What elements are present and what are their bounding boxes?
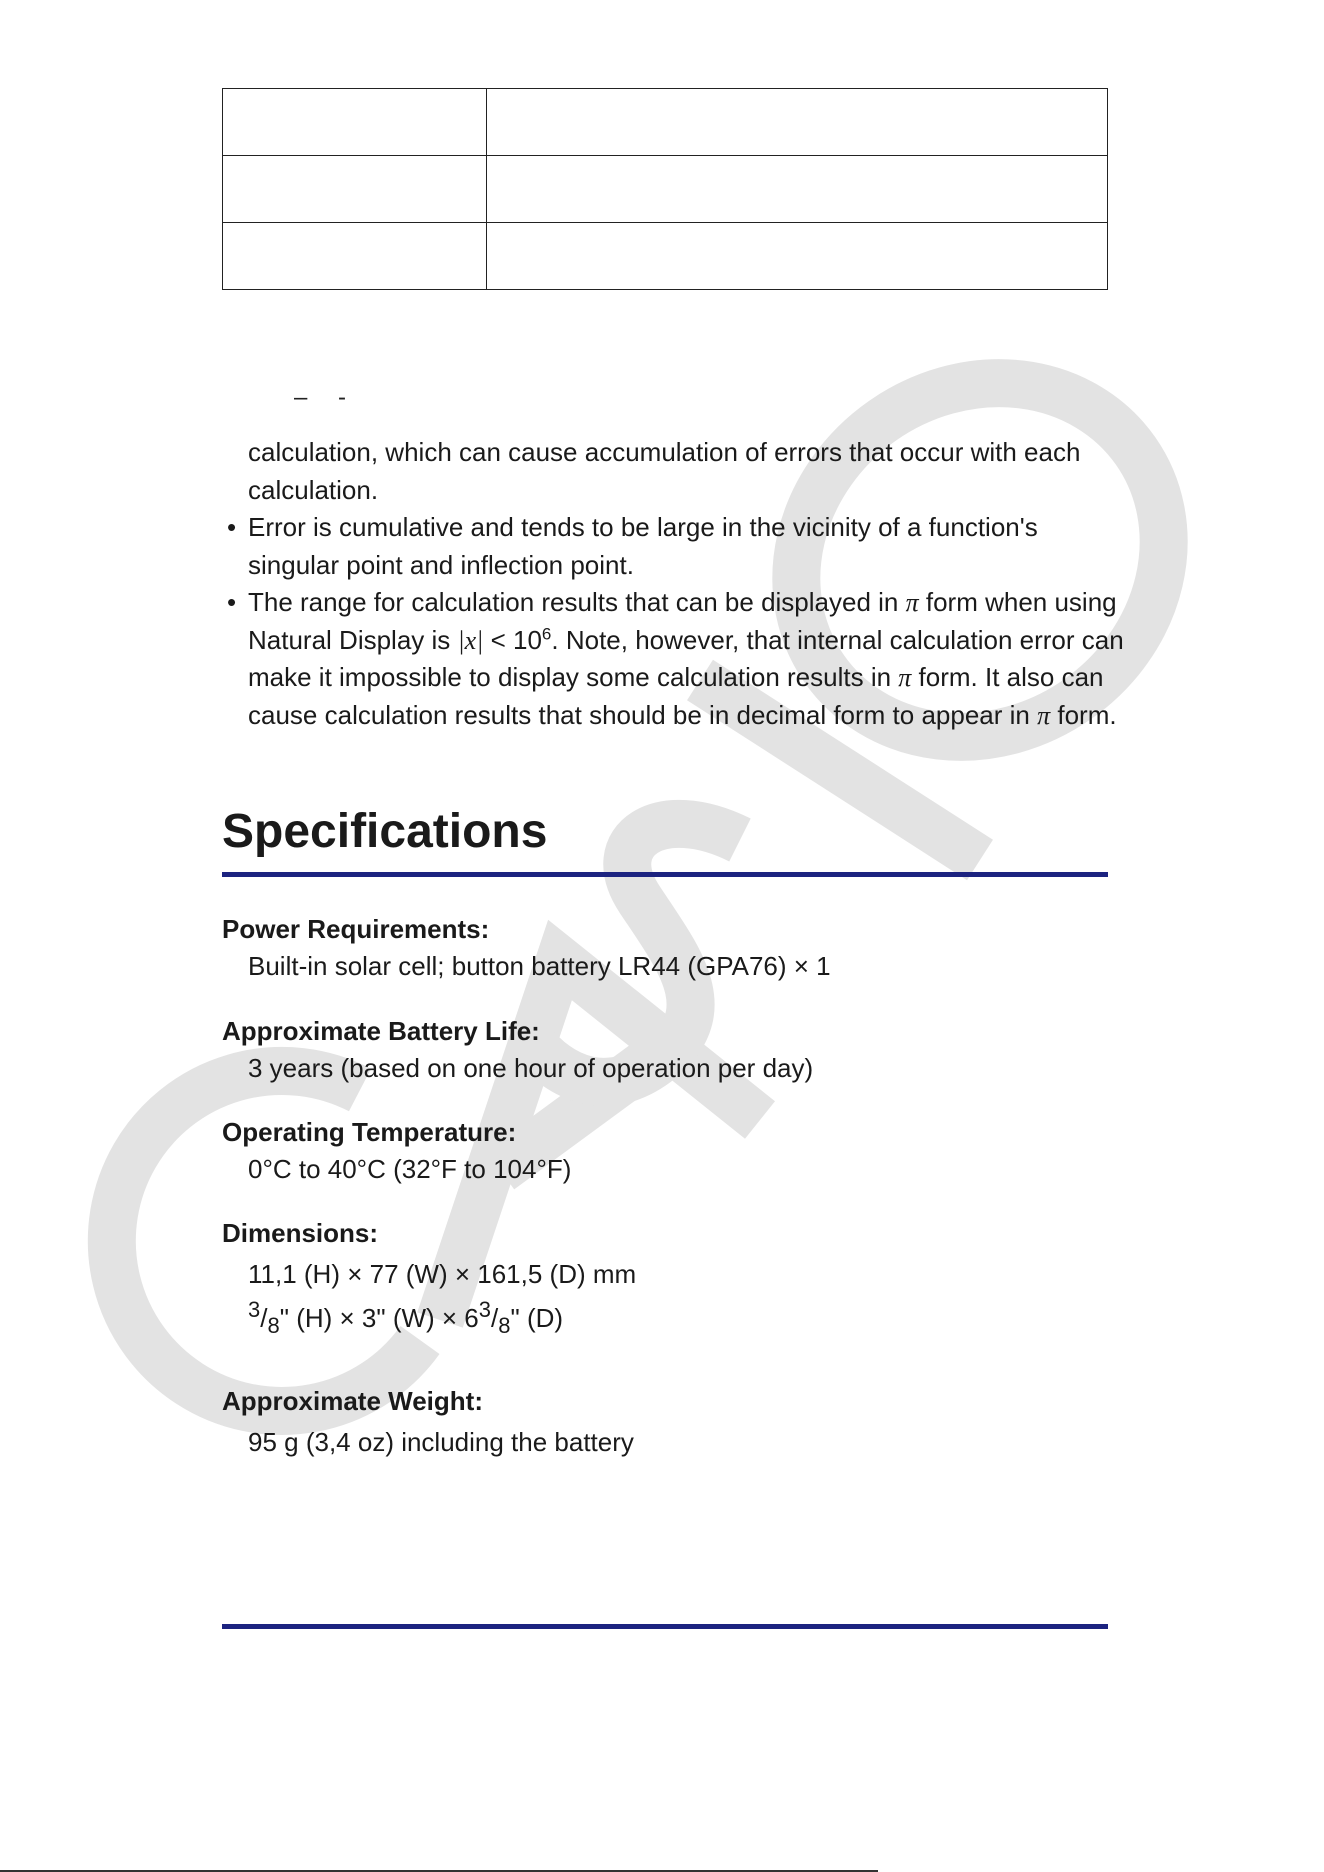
spec-value: Built-in solar cell; button battery LR44 (GPA76) × 1 <box>248 951 831 981</box>
bullet-text: . Note, however, that internal calculation error can make it impossible to display some calculation results in <box>248 624 1124 692</box>
accuracy-notes <box>224 434 1124 734</box>
fraction-numerator: 3 <box>248 1297 261 1322</box>
table-cell <box>487 223 1108 290</box>
bullet-icon: • <box>227 587 237 617</box>
bullet-text: form. <box>1050 699 1117 730</box>
spec-temperature <box>222 1115 571 1189</box>
spec-power <box>222 912 831 986</box>
spec-label: Dimensions: <box>222 1218 379 1248</box>
spec-value: 95 g (3,4 oz) including the battery <box>248 1427 634 1457</box>
spec-battery-life <box>222 1014 813 1088</box>
paragraph-continuation: calculation, which can cause accumulation of errors that occur with each calculation. <box>248 437 1081 505</box>
list-item <box>224 584 1124 734</box>
spec-value-imperial: $^3/_8$" (H) × 3" $(W) \times 6^3/_8$" (D) <box>248 1297 564 1338</box>
dimension-text: " (D) <box>510 1303 564 1333</box>
spec-value: 0°C to 40°C (32°F to 104°F) <box>248 1154 572 1184</box>
text-fragment: – - <box>294 384 359 411</box>
table-row <box>223 156 1108 223</box>
table-cell <box>223 156 487 223</box>
spec-label: Operating Temperature: <box>222 1117 517 1147</box>
bullet-text: form. It also can cause calculation results that should be in decimal form to appear in <box>248 662 1104 730</box>
table-cell <box>223 223 487 290</box>
bullet-text: Error is cumulative and tends to be large in the vicinity of a function's singular point and inflection point. <box>248 512 1038 580</box>
table-cell <box>487 89 1108 156</box>
spec-label: Approximate Weight: <box>222 1386 483 1416</box>
bullet-text: < 10 <box>483 624 542 655</box>
section-title: Specifications <box>222 805 548 858</box>
bullet-text: form when using Natural Display is <box>248 587 1117 655</box>
exponent: 6 <box>541 623 552 643</box>
section-rule <box>222 872 1108 877</box>
spec-label: Approximate Battery Life: <box>222 1016 540 1046</box>
table-cell <box>223 89 487 156</box>
spec-dimensions <box>222 1216 636 1340</box>
list-item <box>224 509 1124 584</box>
table-row <box>223 89 1108 156</box>
bullet-icon: • <box>227 512 237 542</box>
bullet-text: The range for calculation results that can be displayed in <box>248 587 906 617</box>
spec-weight <box>222 1384 634 1462</box>
spec-label: Power Requirements: <box>222 914 490 944</box>
top-table <box>222 88 1108 290</box>
pi-symbol: π <box>1037 700 1051 730</box>
table-row <box>223 223 1108 290</box>
footer-rule <box>222 1624 1108 1629</box>
table-cell <box>487 156 1108 223</box>
spec-value: 11,1 (H) × 77 (W) × 161,5 (D) mm <box>248 1259 637 1289</box>
dimension-text: " (H) × 3" (W) × 6 <box>279 1303 479 1333</box>
abs-x: |x| <box>457 625 484 655</box>
spec-value: 3 years (based on one hour of operation per day) <box>248 1053 814 1083</box>
fraction-denominator: 8 <box>498 1313 511 1338</box>
fraction-denominator: 8 <box>267 1313 280 1338</box>
fraction-numerator: 3 <box>478 1297 492 1322</box>
pi-symbol: π <box>905 588 919 617</box>
pi-symbol: π <box>898 663 912 692</box>
